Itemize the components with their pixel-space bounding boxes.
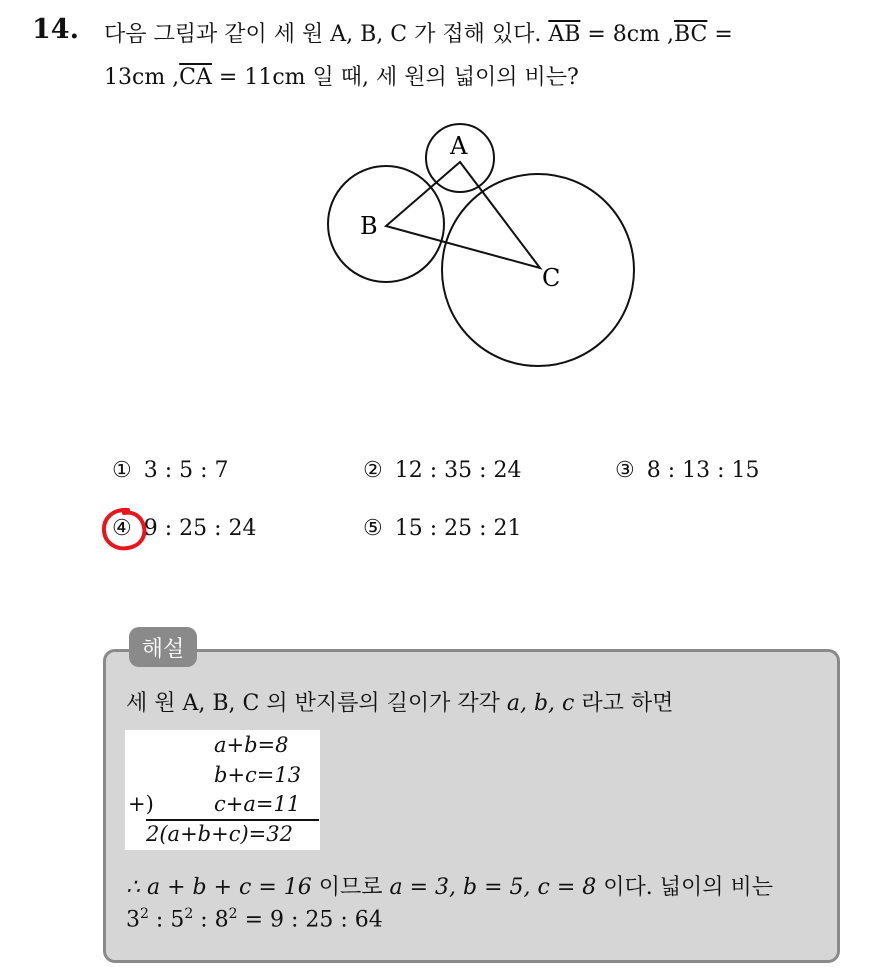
equation-sum: 2(a+b+c)=32 xyxy=(146,822,293,846)
answer-mark-circle xyxy=(100,505,152,555)
equation-3: c+a=11 xyxy=(214,792,301,816)
triangle-abc xyxy=(386,162,540,268)
question-line-2 xyxy=(104,60,579,91)
ratio-exp-2: 2 xyxy=(184,906,194,922)
solution-final-ratio xyxy=(126,906,383,932)
solution-line-1 xyxy=(126,686,673,717)
choice-1-text: 3 : 5 : 7 xyxy=(143,458,229,483)
choice-3[interactable] xyxy=(615,458,760,483)
circle-c xyxy=(442,174,634,366)
choice-5-text: 15 : 25 : 21 xyxy=(394,516,522,541)
choice-4-number: ④ xyxy=(112,516,132,541)
solution-vars: a, b, c xyxy=(506,691,575,716)
label-c: C xyxy=(542,264,561,292)
three-circles-figure xyxy=(320,120,640,370)
segment-ab: $\overline{AB}$ xyxy=(548,22,581,47)
choice-3-number: ③ xyxy=(615,458,635,483)
ratio-exp-3: 2 xyxy=(228,906,238,922)
therefore-sum: ∴ a + b + c = 16 xyxy=(126,875,312,900)
equation-1: a+b=8 xyxy=(214,733,289,757)
choice-3-text: 8 : 13 : 15 xyxy=(646,458,760,483)
therefore-values: a = 3, b = 5, c = 8 xyxy=(389,875,597,900)
question-number: 14. xyxy=(32,14,79,45)
ratio-base-8: : 8 xyxy=(193,907,229,933)
circle-b xyxy=(328,166,444,282)
ratio-base-3: 3 xyxy=(126,907,140,933)
equation-sum-sign: +) xyxy=(128,792,154,816)
label-b: B xyxy=(360,212,378,240)
solution-tag: 해설 xyxy=(129,627,197,667)
segment-ca: $\overline{CA}$ xyxy=(179,65,212,90)
equation-sum-line xyxy=(146,819,319,821)
choice-2[interactable] xyxy=(363,458,522,483)
choice-5-number: ⑤ xyxy=(363,516,383,541)
question-line-1 xyxy=(104,17,733,48)
solution-line-therefore xyxy=(126,870,773,901)
ratio-base-5: : 5 xyxy=(148,907,185,933)
choice-2-text: 12 : 35 : 24 xyxy=(394,458,522,483)
choice-1-number: ① xyxy=(112,458,132,483)
question-text-end: = 11cm 일 때, 세 원의 넓이의 비는? xyxy=(211,65,579,90)
solution-intro: 세 원 A, B, C 의 반지름의 길이가 각각 xyxy=(126,691,507,716)
ratio-result: = 9 : 25 : 64 xyxy=(237,907,383,933)
therefore-end: 이다. 넓이의 비는 xyxy=(596,875,774,900)
label-a: A xyxy=(450,132,468,160)
choice-2-number: ② xyxy=(363,458,383,483)
segment-ab-value: = 8cm , xyxy=(580,22,674,47)
question-text: 다음 그림과 같이 세 원 A, B, C 가 접해 있다. xyxy=(104,22,549,47)
therefore-connector: 이므로 xyxy=(311,875,390,900)
segment-bc-eq: = xyxy=(707,22,733,47)
segment-bc-value: 13cm , xyxy=(104,65,180,90)
choice-1[interactable] xyxy=(112,458,229,483)
equation-2: b+c=13 xyxy=(214,763,302,787)
ratio-exp-1: 2 xyxy=(140,906,149,922)
choice-5[interactable] xyxy=(363,516,522,541)
segment-bc: $\overline{BC}$ xyxy=(673,22,708,47)
solution-intro-end: 라고 하면 xyxy=(574,691,674,716)
choice-4-text: 9 : 25 : 24 xyxy=(143,516,257,541)
